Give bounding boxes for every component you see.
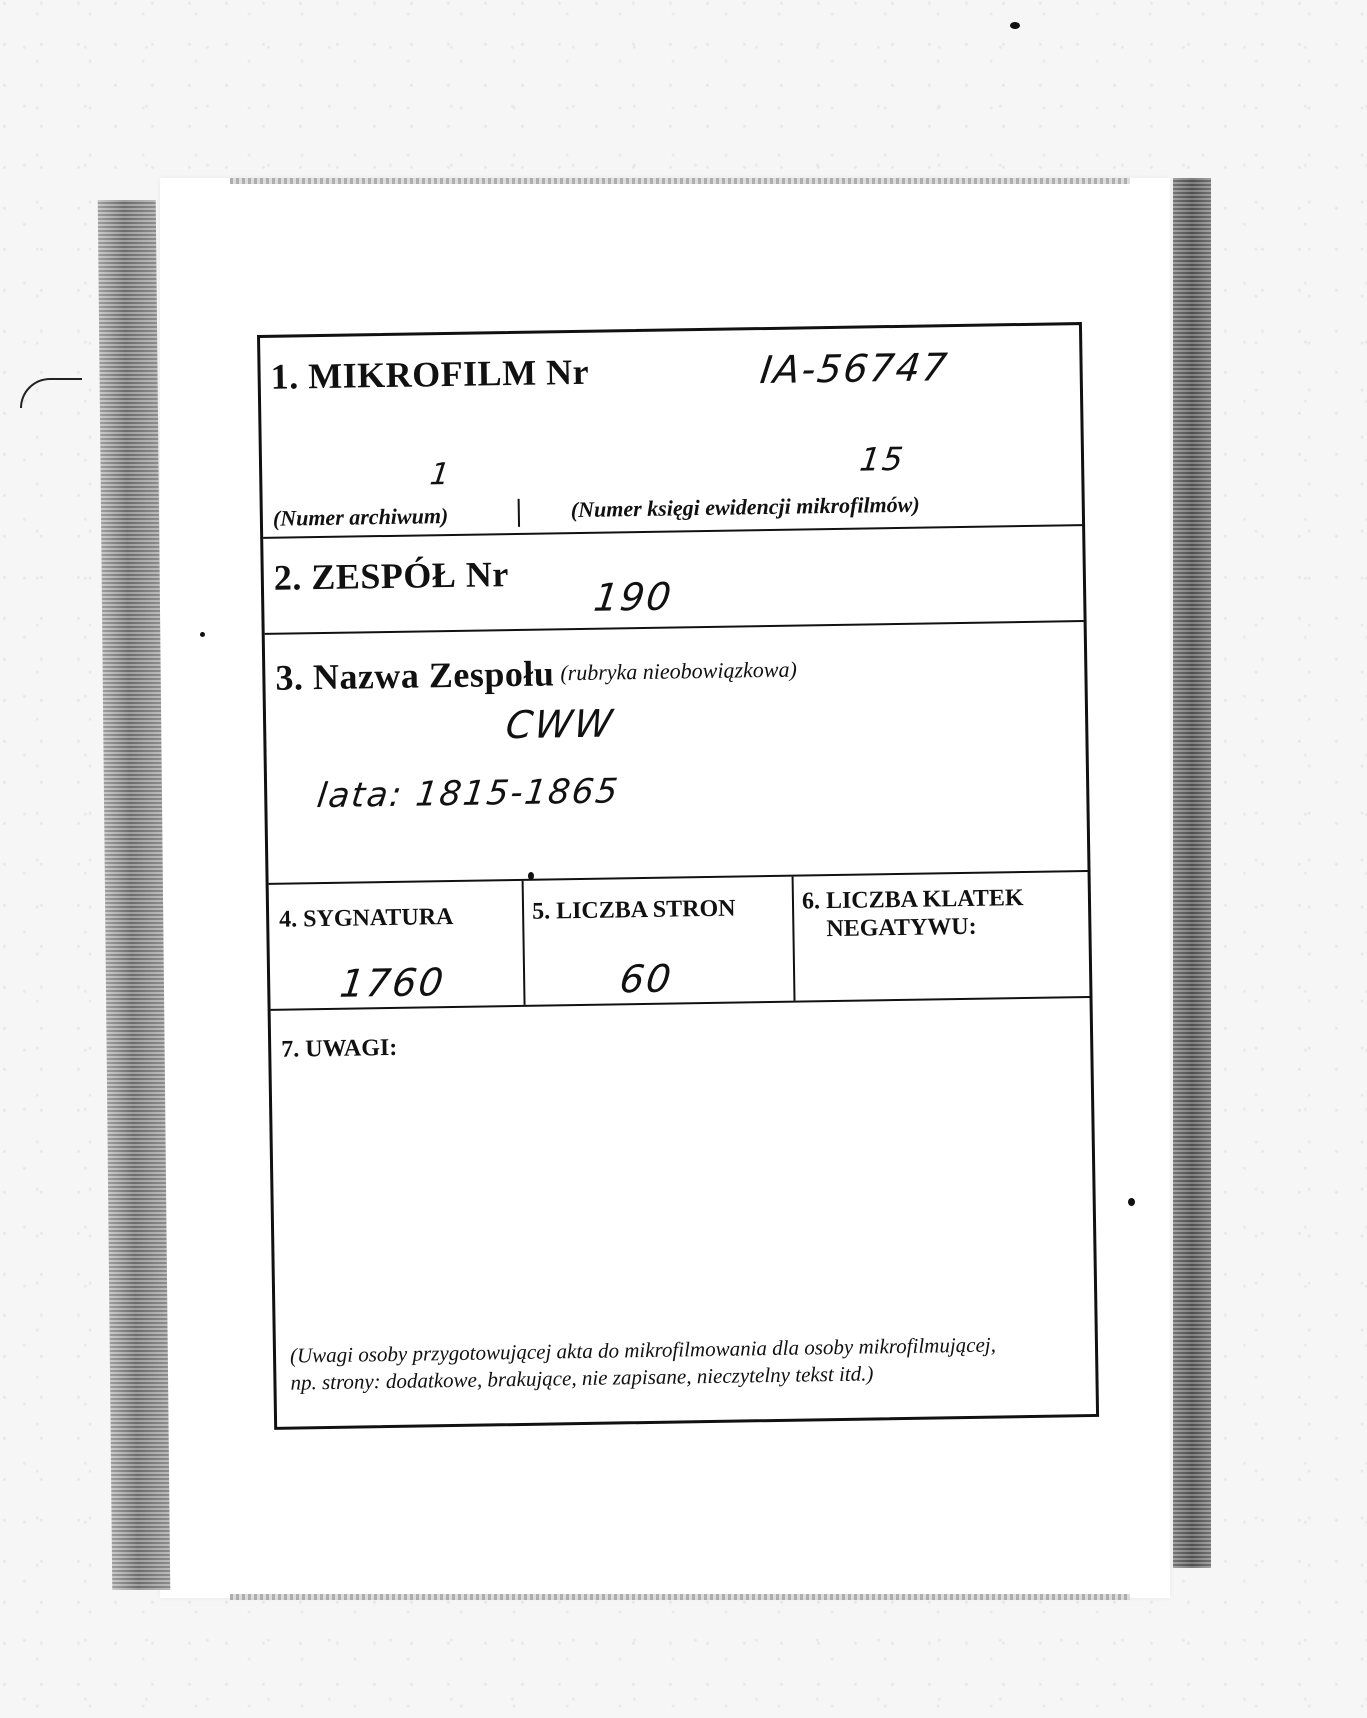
speck [200, 632, 205, 637]
section-microfilm-number [260, 325, 1082, 539]
section-fonds-number [263, 526, 1083, 635]
microfilm-form [257, 322, 1099, 1430]
page-count-value: 60 [617, 956, 676, 1002]
ledger-number-value: 15 [857, 439, 908, 479]
section-fonds-name [265, 622, 1088, 885]
caption-divider [518, 499, 520, 527]
section-signature-pages-frames [269, 872, 1090, 1011]
microfilm-number-value: IA-56747 [757, 345, 952, 393]
remarks-label: 7. UWAGI: [281, 1034, 398, 1063]
frame-count-label-line2: NEGATYWU: [826, 913, 977, 943]
fonds-name-label: 3. Nazwa Zespołu [275, 653, 555, 698]
fonds-number-label: 2. ZESPÓŁ Nr [273, 554, 510, 598]
film-strip-right [1173, 178, 1211, 1568]
speck [1128, 1198, 1135, 1206]
page-count-label: 5. LICZBA STRON [531, 895, 736, 925]
signature-label: 4. SYGNATURA [278, 903, 454, 933]
section-remarks [271, 998, 1096, 1427]
ledger-number-caption: (Numer księgi ewidencji mikrofilmów) [570, 491, 920, 523]
remarks-note-line2: np. strony: dodatkowe, brakujące, nie zapisane, nieczytelny tekst itd.) [290, 1361, 874, 1395]
signature-cell [269, 881, 526, 1009]
fonds-number-value: 190 [591, 574, 676, 620]
card-edge-bottom [230, 1594, 1130, 1600]
page-count-cell [524, 877, 796, 1005]
speck [1010, 22, 1020, 29]
card-edge-top [230, 178, 1130, 184]
signature-value: 1760 [337, 960, 448, 1006]
archive-number-value: 1 [428, 456, 454, 493]
remarks-note-line1: (Uwagi osoby przygotowującej akta do mikrofilmowania dla osoby mikrofilmującej, [289, 1332, 997, 1368]
fonds-name-value: CWW [503, 701, 617, 748]
frame-count-cell [794, 872, 1090, 1001]
fonds-name-optional-note: (rubryka nieobowiązkowa) [560, 656, 797, 686]
frame-count-label-line1: 6. LICZBA KLATEK [801, 885, 1024, 915]
archive-number-caption: (Numer archiwum) [272, 503, 449, 531]
microfilm-number-label: 1. MIKROFILM Nr [270, 351, 590, 397]
fonds-years-value: lata: 1815-1865 [314, 771, 622, 817]
